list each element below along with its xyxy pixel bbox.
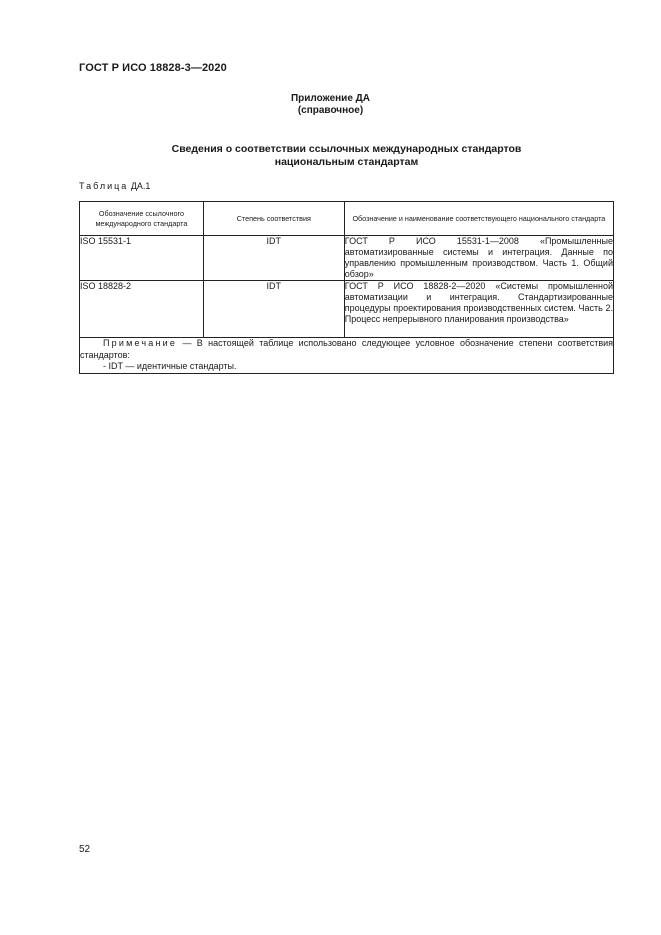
cell-degree: IDT bbox=[203, 281, 344, 338]
cell-national: ГОСТ Р ИСО 18828-2—2020 «Системы промышленной автоматизации и интеграция. Стандартизированные процедуры проектирования производственных систем. Часть 2. Процесс непрерывного планирования производства» bbox=[344, 281, 613, 338]
document-id: ГОСТ Р ИСО 18828-3—2020 bbox=[79, 62, 227, 74]
section-title bbox=[0, 143, 661, 168]
header-national-standard: Обозначение и наименование соответствующего национального стандарта bbox=[344, 202, 613, 236]
table-note bbox=[80, 338, 614, 374]
header-reference-standard: Обозначение ссылочного международного стандарта bbox=[80, 202, 204, 236]
cell-reference: ISO 18828-2 bbox=[80, 281, 204, 338]
table-row bbox=[80, 281, 614, 338]
table-note-row bbox=[80, 338, 614, 374]
standards-correspondence-table bbox=[79, 201, 614, 374]
table-caption-word: Таблица bbox=[79, 181, 129, 191]
page-number: 52 bbox=[79, 844, 91, 855]
cell-degree: IDT bbox=[203, 236, 344, 281]
table-row bbox=[80, 236, 614, 281]
appendix-heading bbox=[0, 93, 661, 117]
note-label: Примечание bbox=[103, 338, 178, 348]
table-caption-number: ДА.1 bbox=[130, 181, 151, 191]
note-paragraph bbox=[80, 338, 613, 361]
note-text: — В настоящей таблице использовано следующее условное обозначение степени соответствия стандартов: bbox=[80, 338, 613, 360]
note-item: - IDT — идентичные стандарты. bbox=[103, 361, 237, 371]
section-title-line1: Сведения о соответствии ссылочных международных стандартов bbox=[171, 143, 522, 155]
cell-national: ГОСТ Р ИСО 15531-1—2008 «Промышленные автоматизированные системы и интеграция. Данные по управлению промышленным производством. Часть 1. Общий обзор» bbox=[344, 236, 613, 279]
header-degree: Степень соответствия bbox=[203, 202, 344, 236]
appendix-title: Приложение ДА bbox=[290, 93, 371, 104]
table-caption bbox=[79, 181, 150, 191]
appendix-subtitle: (справочное) bbox=[297, 105, 364, 116]
section-title-line2: национальным стандартам bbox=[274, 155, 419, 168]
cell-reference: ISO 15531-1 bbox=[80, 236, 204, 281]
table-header-row bbox=[80, 202, 614, 236]
